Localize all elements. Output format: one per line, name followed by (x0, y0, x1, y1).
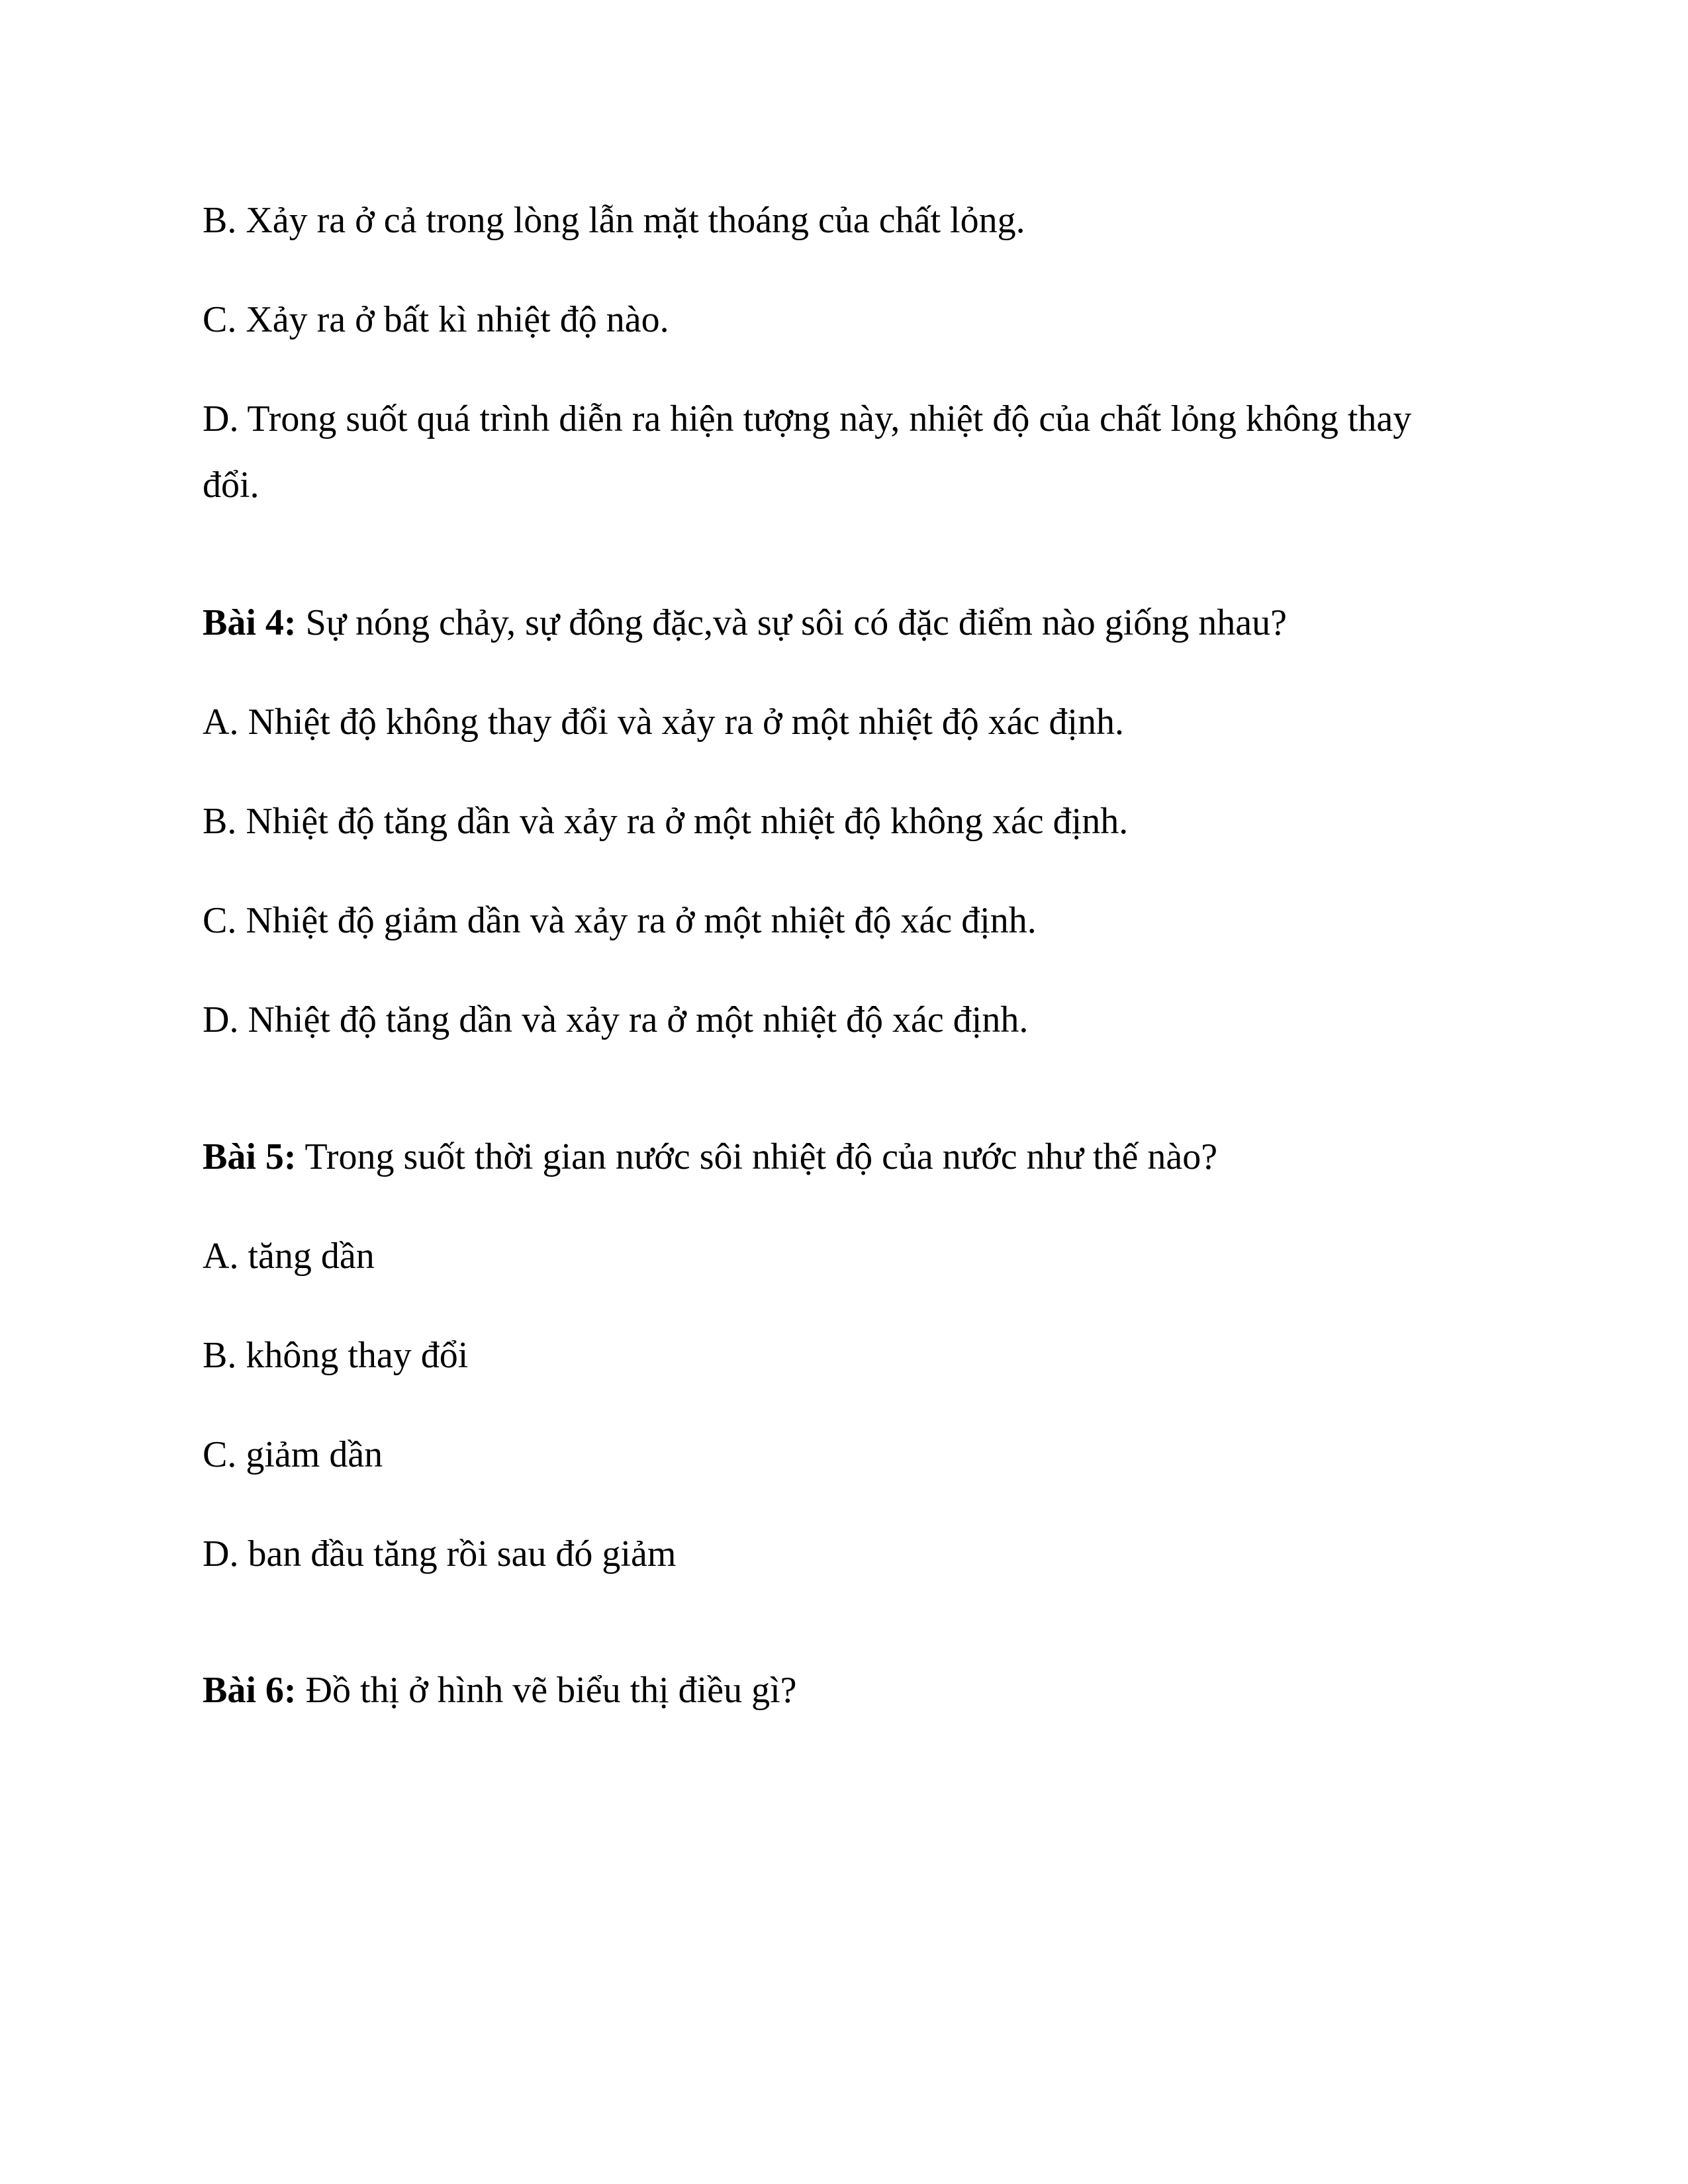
question-5-option-d: D. ban đầu tăng rồi sau đó giảm (203, 1533, 677, 1574)
question-4-option-a: A. Nhiệt độ không thay đổi và xảy ra ở một nhiệt độ xác định. (203, 702, 1125, 743)
question-5-option-b: B. không thay đổi (203, 1335, 469, 1376)
question-5-label: Bài 5: (203, 1136, 297, 1177)
question-6 (203, 1667, 797, 1713)
question-4 (203, 600, 1287, 646)
question-5-option-c: C. giảm dần (203, 1434, 383, 1475)
option-b-prev: B. Xảy ra ở cả trong lòng lẫn mặt thoáng của chất lỏng. (203, 200, 1025, 241)
question-4-option-d: D. Nhiệt độ tăng dần và xảy ra ở một nhiệt độ xác định. (203, 999, 1029, 1040)
question-6-label: Bài 6: (203, 1670, 297, 1711)
question-5-text: Trong suốt thời gian nước sôi nhiệt độ của nước như thế nào? (296, 1136, 1218, 1177)
question-6-text: Đồ thị ở hình vẽ biểu thị điều gì? (296, 1670, 797, 1711)
question-5 (203, 1134, 1217, 1180)
option-c-prev: C. Xảy ra ở bất kì nhiệt độ nào. (203, 299, 669, 340)
question-4-option-b: B. Nhiệt độ tăng dần và xảy ra ở một nhiệt độ không xác định. (203, 801, 1129, 842)
question-4-label: Bài 4: (203, 602, 297, 643)
option-d-prev-continuation: đổi. (203, 465, 259, 506)
question-4-text: Sự nóng chảy, sự đông đặc,và sự sôi có đặc điểm nào giống nhau? (296, 602, 1288, 643)
question-4-option-c: C. Nhiệt độ giảm dần và xảy ra ở một nhiệt độ xác định. (203, 900, 1037, 941)
question-5-option-a: A. tăng dần (203, 1236, 375, 1277)
option-d-prev: D. Trong suốt quá trình diễn ra hiện tượng này, nhiệt độ của chất lỏng không thay (203, 398, 1412, 439)
